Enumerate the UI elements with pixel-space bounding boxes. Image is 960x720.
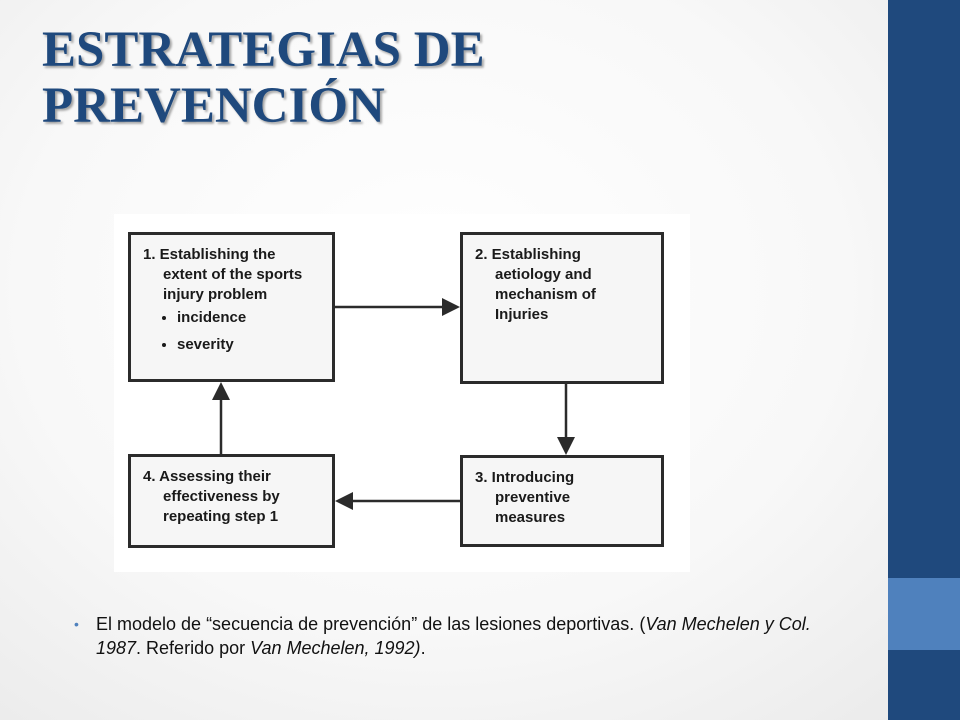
- prevention-sequence-diagram: [114, 214, 690, 572]
- caption-text: [96, 612, 854, 660]
- caption-part-3: . Referido por: [136, 638, 251, 658]
- bullet-icon: •: [74, 616, 79, 632]
- step-1-bullet-severity: • severity: [177, 335, 322, 355]
- step-2-line-3: mechanism of: [495, 286, 596, 303]
- step-1-bullets: [143, 308, 322, 355]
- step-4-line-2: effectiveness by: [163, 488, 280, 505]
- step-2-box: [460, 232, 664, 384]
- step-3-line-2: preventive: [495, 489, 571, 506]
- arrow-4-to-1-head: [212, 382, 230, 400]
- caption-part-1: El modelo de “secuencia de prevención” de las lesiones deportivas. (: [96, 614, 646, 634]
- step-2-line-2: aetiology and: [495, 266, 592, 283]
- title-line-1: ESTRATEGIAS DE: [42, 22, 485, 78]
- caption-citation-1: Van Mechelen y Col. 1987: [96, 614, 811, 658]
- step-1-bullet-incidence: • incidence: [177, 308, 322, 328]
- step-3-line-1: 3. Introducing: [475, 469, 575, 486]
- sidebar-accent-block: [888, 578, 960, 650]
- step-1-line-3: injury problem: [163, 286, 268, 303]
- step-1-box: [128, 232, 335, 382]
- step-3-line-3: measures: [495, 509, 566, 526]
- caption-part-5: .: [420, 638, 426, 658]
- step-1-line-1: 1. Establishing the: [143, 246, 276, 263]
- step-4-line-1: 4. Assessing their: [143, 468, 271, 485]
- step-3-box: [460, 455, 664, 547]
- step-1-line-2: extent of the sports: [163, 266, 303, 283]
- caption-citation-2: Van Mechelen, 1992): [250, 638, 421, 658]
- step-2-line-1: 2. Establishing: [475, 246, 581, 263]
- caption-bullet-item: [74, 612, 854, 660]
- step-2-line-4: Injuries: [495, 306, 549, 323]
- step-4-line-3: repeating step 1: [163, 508, 279, 525]
- slide-title: [42, 22, 842, 134]
- arrow-1-to-2-head: [442, 298, 460, 316]
- title-line-2: PREVENCIÓN: [42, 78, 385, 134]
- arrow-3-to-4-head: [335, 492, 353, 510]
- step-4-box: [128, 454, 335, 548]
- arrow-2-to-3-head: [557, 437, 575, 455]
